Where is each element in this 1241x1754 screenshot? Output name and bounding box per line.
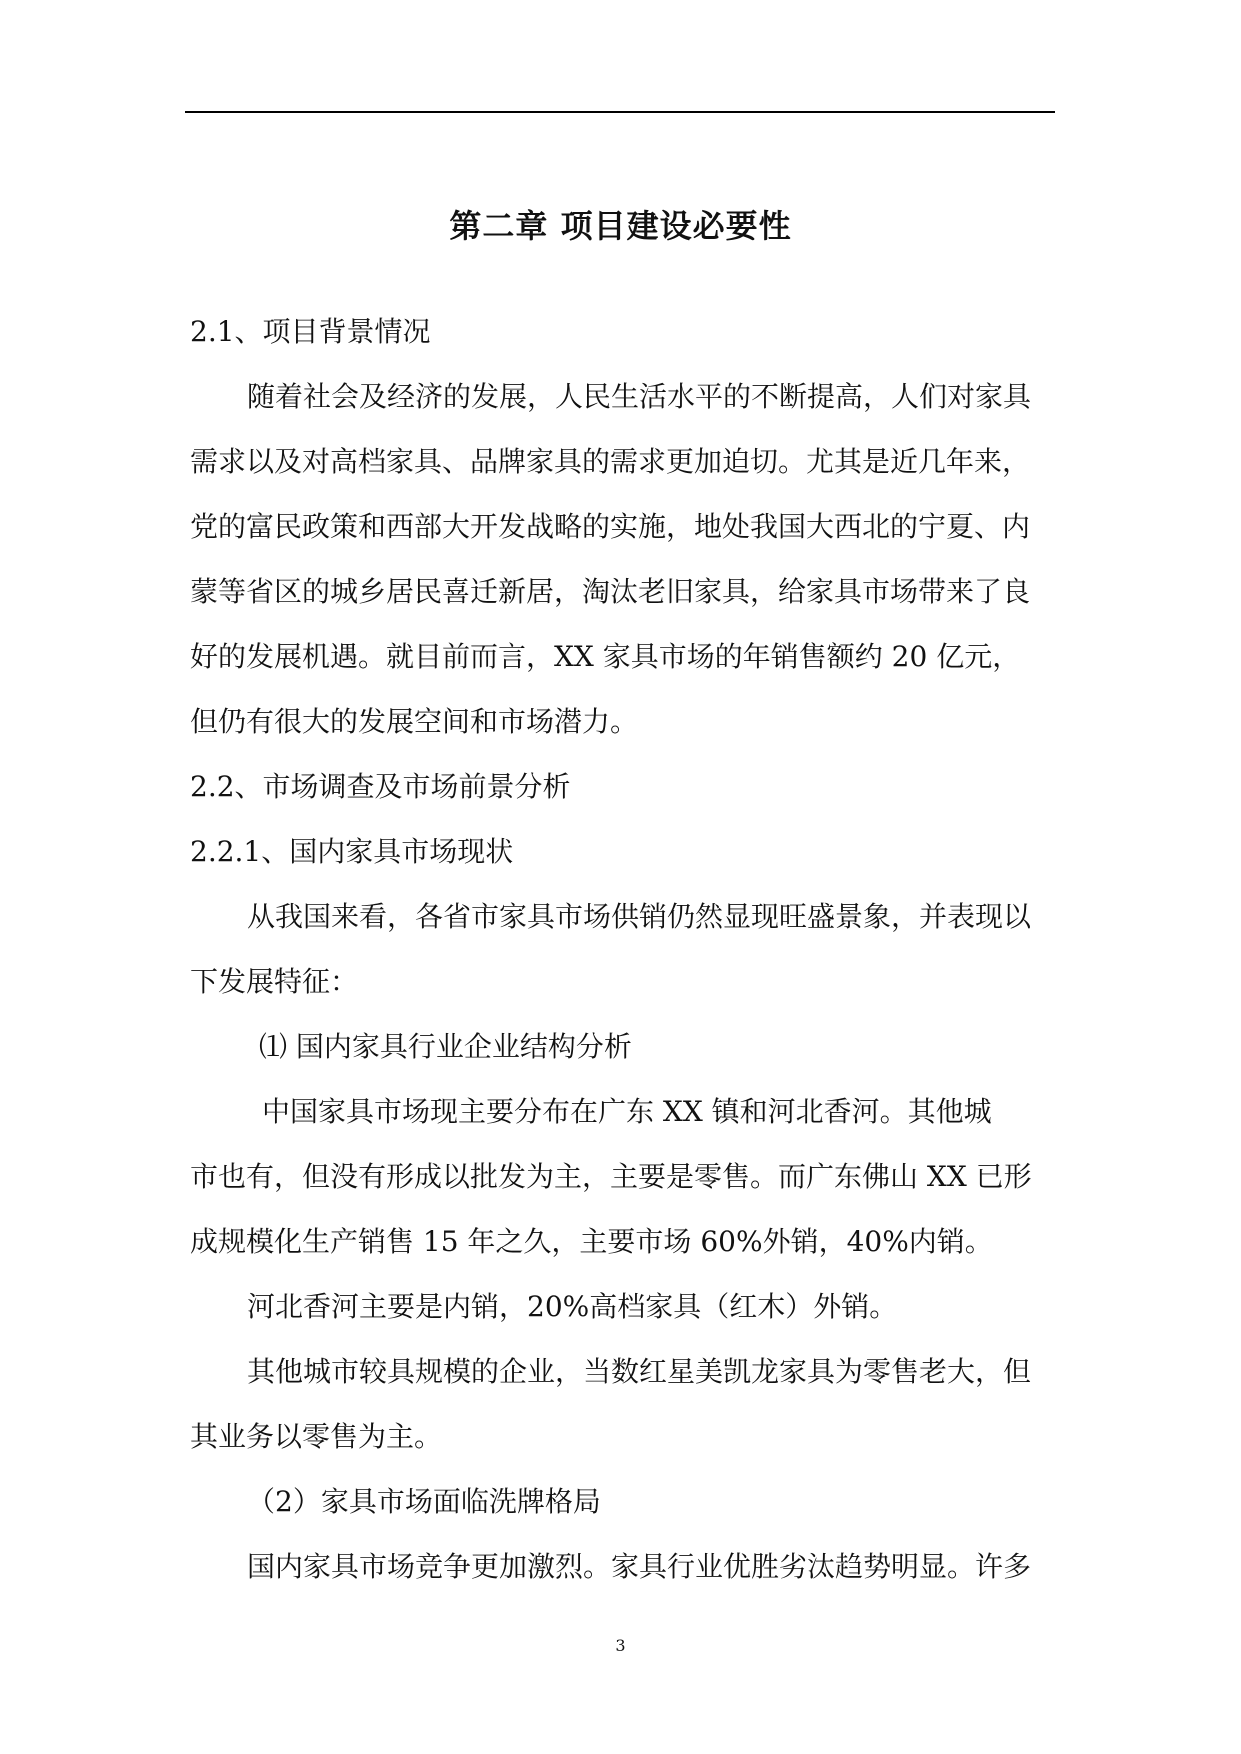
- paragraph-line: 其他城市较具规模的企业，当数红星美凯龙家具为零售老大，但: [247, 1355, 1032, 1388]
- paragraph-line: 好的发展机遇。就目前而言，XX 家具市场的年销售额约 20 亿元，: [190, 640, 1021, 673]
- subheading-1: ⑴ 国内家具行业企业结构分析: [259, 1030, 632, 1063]
- paragraph-line: 需求以及对高档家具、品牌家具的需求更加迫切。尤其是近几年来，: [190, 445, 1031, 478]
- paragraph-line: 国内家具市场竞争更加激烈。家具行业优胜劣汰趋势明显。许多: [247, 1550, 1032, 1583]
- paragraph-line: 从我国来看，各省市家具市场供销仍然显现旺盛景象，并表现以: [247, 900, 1032, 933]
- paragraph-line: 成规模化生产销售 15 年之久，主要市场 60%外销，40%内销。: [190, 1225, 993, 1258]
- paragraph-line: 但仍有很大的发展空间和市场潜力。: [190, 705, 639, 738]
- paragraph-line: 河北香河主要是内销，20%高档家具（红木）外销。: [247, 1290, 898, 1323]
- paragraph-line: 随着社会及经济的发展，人民生活水平的不断提高，人们对家具: [247, 380, 1032, 413]
- paragraph-line: 蒙等省区的城乡居民喜迁新居，淘汰老旧家具，给家具市场带来了良: [190, 575, 1031, 608]
- paragraph-line: 党的富民政策和西部大开发战略的实施，地处我国大西北的宁夏、内: [190, 510, 1031, 543]
- section-heading-2-2: 2.2、市场调查及市场前景分析: [190, 770, 571, 803]
- header-rule: [185, 111, 1055, 113]
- paragraph-line: 下发展特征：: [190, 965, 359, 998]
- paragraph-line: 其业务以零售为主。: [190, 1420, 443, 1453]
- paragraph-line: 中国家具市场现主要分布在广东 XX 镇和河北香河。其他城: [262, 1095, 992, 1128]
- section-heading-2-1: 2.1、项目背景情况: [190, 315, 431, 348]
- page-number: 3: [615, 1636, 626, 1655]
- section-heading-2-2-1: 2.2.1、国内家具市场现状: [190, 835, 514, 868]
- subheading-2: （2）家具市场面临洗牌格局: [247, 1485, 601, 1518]
- paragraph-line: 市也有，但没有形成以批发为主，主要是零售。而广东佛山 XX 已形: [190, 1160, 1032, 1193]
- chapter-title: 第二章 项目建设必要性: [449, 207, 792, 245]
